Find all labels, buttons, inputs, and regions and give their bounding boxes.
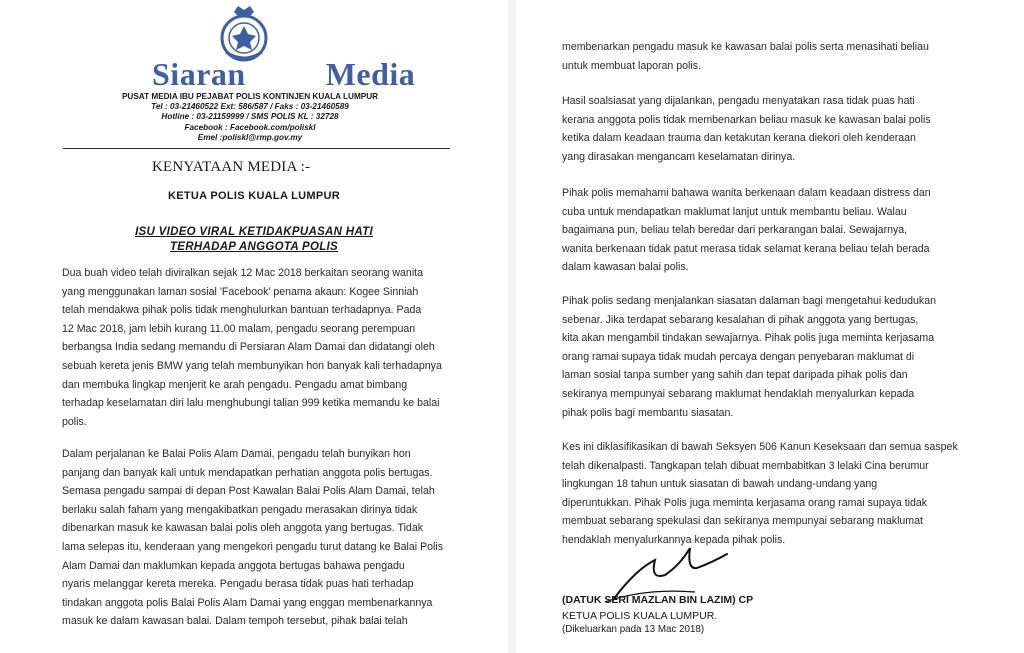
text-line: pihak polis bagi membantu siasatan. — [562, 406, 734, 419]
text-line: bagaimana pun, beliau telah beredar dari perkarangan balai. Sewajarnya, — [562, 224, 908, 237]
paragraph — [562, 38, 972, 75]
header-line: Hotline : 03-21159999 / SMS POLIS KL : 32728 — [161, 112, 339, 122]
header-line: Emel :poliskl@rmp.gov.my — [197, 132, 303, 142]
text-line: cuba untuk mendapatkan maklumat lanjut untuk membantu beliau. Walau — [562, 205, 907, 218]
text-line: membenarkan pengadu masuk ke kawasan balai polis serta menasihati beliau — [562, 41, 929, 53]
text-line: 12 Mac 2018, jam lebih kurang 11.00 malam, pengadu seorang perempuan — [62, 322, 416, 335]
text-line: Dalam perjalanan ke Balai Polis Alam Damai, pengadu telah bunyikan hon — [62, 448, 411, 460]
signatory-position: KETUA POLIS KUALA LUMPUR. — [562, 610, 718, 622]
text-line: wanita berkenaan tidak patut merasa tidak selamat kerana beliau telah berada — [562, 242, 930, 255]
text-line: yang menggunakan laman sosial 'Facebook' penama akaun: Kogee Sinniah — [62, 285, 419, 298]
contact-header — [90, 92, 410, 143]
text-line: panjang dan banyak kali untuk mendapatkan perhatian anggota polis bertugas. — [62, 466, 433, 479]
text-line: dibenarkan masuk ke kawasan balai polis oleh anggota yang bertugas. Tidak — [62, 522, 424, 535]
text-line: untuk membuat laporan polis. — [562, 59, 701, 72]
paragraph — [562, 292, 972, 422]
page-gutter — [508, 0, 516, 653]
statement-label: KENYATAAN MEDIA :- — [152, 159, 311, 175]
issue-date: (Dikeluarkan pada 13 Mac 2018) — [562, 624, 705, 635]
text-line: Pihak polis memahami bahawa wanita berkenaan dalam keadaan distress dan — [562, 187, 931, 199]
text-line: lama selepas itu, kenderaan yang mengekori pengadu turut datang ke Balai Polis — [62, 540, 444, 553]
text-line: kerana anggota polis tidak membenarkan beliau masuk ke kawasan balai polis — [562, 113, 931, 126]
text-line: berbangsa India sedang memandu di Persiaran Alam Damai dan didatangi oleh — [62, 341, 435, 354]
text-line: polis. — [62, 415, 87, 428]
paragraph — [562, 92, 972, 166]
statement-title-line1: ISU VIDEO VIRAL KETIDAKPUASAN HATI — [135, 226, 373, 238]
text-line: berlaku salah faham yang mengakibatkan pengadu merasakan dirinya tidak — [62, 503, 418, 516]
text-line: nyaris melanggar kereta mereka. Pengadu berasa tidak puas hati terhadap — [62, 578, 414, 591]
text-line: sebuah kereta jenis BMW yang telah membunyikan hon banyak kali terhadapnya — [62, 359, 442, 372]
header-line: Facebook : Facebook.com/poliskl — [184, 122, 316, 132]
text-line: yang dirasakan mengancam keselamatan dirinya. — [562, 150, 796, 163]
text-line: Hasil soalsiasat yang dijalankan, pengadu menyatakan rasa tidak puas hati — [562, 95, 915, 107]
text-line: terhadap keselamatan diri lalu menghubungi talian 999 ketika memandu ke balai — [62, 397, 440, 410]
text-line: membuat sebarang spekulasi dan sekiranya mempunyai sebarang maklumat — [562, 515, 923, 528]
text-line: Semasa pengadu sampai di depan Post Kawalan Balai Polis Alam Damai, telah — [62, 485, 435, 498]
paragraph — [562, 184, 972, 277]
text-line: dan membuka lingkap menjerit ke arah pengadu. Pengadu amat bimbang — [62, 378, 408, 391]
paragraph — [562, 438, 972, 550]
text-line: dalam kawasan balai polis. — [562, 261, 689, 274]
text-line: kita akan mengambil tindakan sewajarnya. Pihak polis juga meminta kerjasama — [562, 332, 935, 345]
signatory-name: (DATUK SERI MAZLAN BIN LAZIM) CP — [562, 594, 754, 606]
text-line: telah mendakwa pihak polis tidak menghulurkan bantuan terhadapnya. Pada — [62, 304, 422, 317]
text-line: Dua buah video telah diviralkan sejak 12 Mac 2018 berkaitan seorang wanita — [62, 267, 424, 279]
text-line: masuk ke dalam kawasan balai. Dalam tempoh tersebut, pihak balai telah — [62, 615, 408, 628]
text-line: Kes ini diklasifikasikan di bawah Seksyen 506 Kanun Keseksaan dan semua saspek — [562, 441, 958, 453]
text-line: sebenar. Jika terdapat sebarang kesalahan di pihak anggota yang bertugas, — [562, 313, 919, 326]
paragraph — [62, 264, 452, 431]
statement-issuer: KETUA POLIS KUALA LUMPUR — [168, 190, 340, 202]
header-line: Tel : 03-21460522 Ext: 586/587 / Faks : 03-21460589 — [151, 102, 349, 112]
text-line: diperuntukkan. Pihak Polis juga meminta kerjasama orang ramai supaya tidak — [562, 496, 928, 509]
paragraph — [62, 445, 452, 631]
text-line: orang ramai supaya tidak mudah percaya dengan penyebaran maklumat di — [562, 350, 915, 363]
text-line: sekiranya mempunyai sebarang maklumat hendaklah menyalurkan kepada — [562, 387, 915, 400]
left-page — [0, 0, 508, 653]
text-line: telah dikenalpasti. Tangkapan telah dibuat membabitkan 3 lelaki Cina berumur — [562, 459, 929, 472]
header-divider — [63, 148, 450, 149]
statement-title-line2: TERHADAP ANGGOTA POLIS — [169, 241, 339, 253]
text-line: Alam Damai dan maklumkan kepada anggota bertugas bahawa pengadu — [62, 559, 405, 572]
media-brand — [112, 56, 416, 93]
text-line: hendaklah menyalurkannya kepada pihak polis. — [562, 533, 786, 546]
text-line: laman sosial tanpa sumber yang sahih dan tepat daripada pihak polis dan — [562, 369, 908, 382]
text-line: tindakan anggota polis Balai Polis Alam Damai yang enggan membenarkannya — [62, 596, 433, 609]
header-line: PUSAT MEDIA IBU PEJABAT POLIS KONTINJEN KUALA LUMPUR — [121, 92, 379, 101]
brand-right: Media — [325, 56, 416, 92]
text-line: ketika dalam keadaan trauma dan ketakutan kerana diekori oleh kenderaan — [562, 132, 916, 145]
text-line: Pihak polis sedang menjalankan siasatan dalaman bagi mengetahui kedudukan — [562, 295, 936, 307]
brand-left: Siaran — [152, 56, 246, 92]
text-line: lingkungan 18 tahun untuk siasatan di bawah undang-undang yang — [562, 478, 878, 491]
